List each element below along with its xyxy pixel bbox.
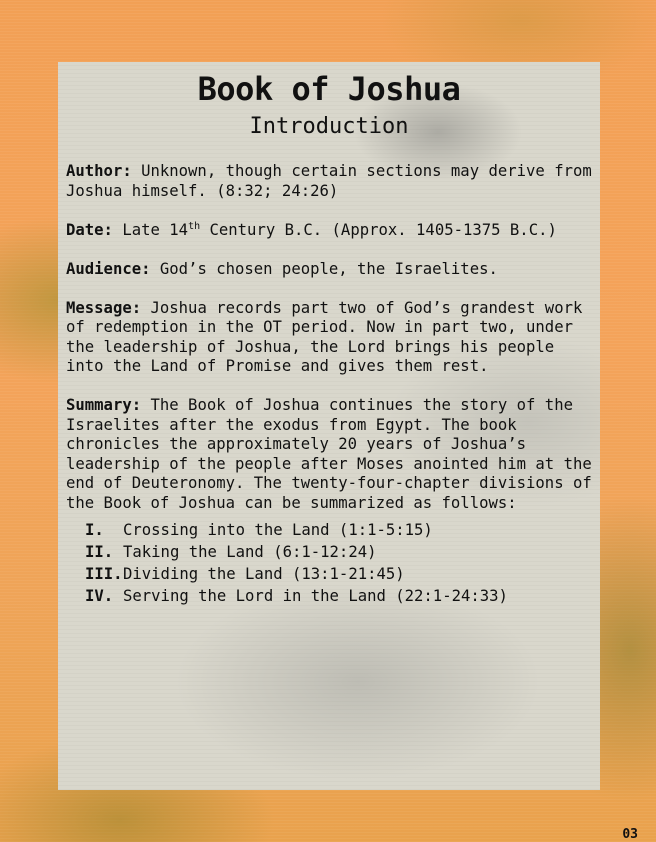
outline-text: Dividing the Land (13:1-21:45) [123,565,405,583]
content-panel [58,62,600,790]
date-superscript: th [188,220,201,232]
outline-numeral: II. [85,543,114,561]
summary-paragraph [66,396,594,513]
message-text: Joshua records part two of God’s grandest work of redemption in the OT period. Now in part two, under the leadership of Joshua, the Lord brings his people into the Land of Promise and gives them rest. [66,298,583,375]
author-label: Author: [66,162,132,180]
outline-text: Serving the Lord in the Land (22:1-24:33) [123,587,508,605]
outline-item [85,587,594,607]
outline-numeral: III. [85,565,123,583]
page-title: Book of Joshua [197,70,461,108]
summary-label: Summary: [66,396,142,414]
author-paragraph [66,162,594,201]
outline-item [85,521,594,541]
message-paragraph [66,299,594,377]
date-paragraph [66,221,594,241]
intro-body [66,162,594,609]
audience-label: Audience: [66,259,151,278]
page-subtitle: Introduction [249,114,409,139]
date-text: Late 14 [112,220,189,239]
outline-numeral: IV. [85,587,114,605]
outline-list [66,521,594,607]
date-text-after: Century B.C. (Approx. 1405-1375 B.C.) [200,220,557,239]
outline-item [85,565,594,585]
message-label: Message: [66,298,142,317]
author-text: Unknown, though certain sections may derive from Joshua himself. (8:32; 24:26) [66,162,592,200]
summary-text: The Book of Joshua continues the story of the Israelites after the exodus from Egypt. The book chronicles the approximately 20 years of Joshua’s leadership of the people after Moses anointed him at the end of Deuteronomy. The twenty-four-chapter divisions of the Book of Joshua can be summarized as follows: [66,396,592,512]
audience-text: God’s chosen people, the Israelites. [150,259,498,278]
page-number: 03 [622,827,638,842]
audience-paragraph [66,260,594,280]
date-label: Date: [66,220,113,239]
outline-numeral: I. [85,521,104,539]
outline-text: Taking the Land (6:1-12:24) [123,543,377,561]
outline-item [85,543,594,563]
outline-text: Crossing into the Land (1:1-5:15) [123,521,433,539]
